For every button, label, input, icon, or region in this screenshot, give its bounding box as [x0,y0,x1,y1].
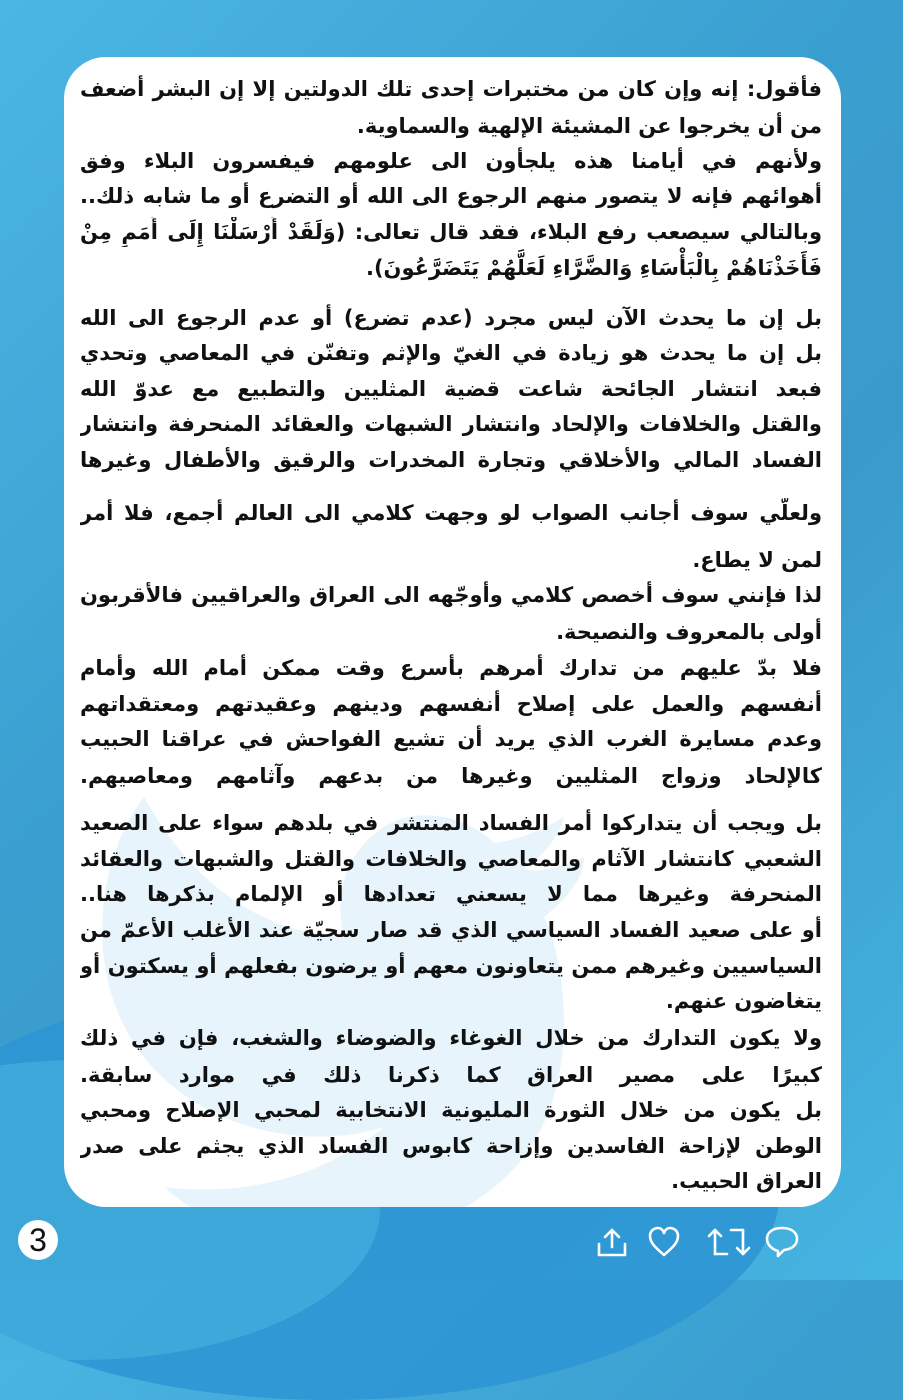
post-card [64,57,841,1207]
article-line: بل يكون من خلال الثورة المليونية الانتخابية لمحبي الإصلاح ومحبي [80,1098,822,1122]
article-line: بل ويجب أن يتداركوا أمر الفساد المنتشر في بلدهم سواء على الصعيد [80,811,822,835]
article-line: ولا يكون التدارك من خلال الغوغاء والضوضاء والشغب، فإن في ذلك [80,1026,822,1050]
article-line: بل إن ما يحدث الآن ليس مجرد (عدم تضرع) أو عدم الرجوع الى الله [80,306,822,330]
article-line: والقتل والخلافات والإلحاد وانتشار الشبهات والعقائد المنحرفة وانتشار [80,412,822,436]
article-line: العراق الحبيب. [671,1169,822,1193]
article-line: لمن لا يطاع. [692,548,822,572]
article-line: الشعبي كانتشار الآثام والمعاصي والخلافات والقتل والشبهات والعقائد [80,847,822,871]
page-number: 3 [18,1220,58,1260]
article-line: الوطن لإزاحة الفاسدين وإزاحة كابوس الفساد الذي يجثم على صدر [80,1134,822,1158]
article-line: ولعلّي سوف أجانب الصواب لو وجهت كلامي الى العالم أجمع، فلا أمر [80,501,822,525]
article-line: السياسيين وغيرهم ممن يتعاونون معهم أو يرضون بفعلهم أو يسكتون أو [80,954,822,978]
article-line: وعدم مسايرة الغرب الذي يريد أن تشيع الفواحش في عراقنا الحبيب [80,727,822,751]
article-line: لذا فإنني سوف أخصص كلامي وأوجّهه الى العراق والعراقيين فالأقربون [80,583,822,607]
article-line: أنفسهم والعمل على إصلاح أنفسهم ودينهم وعقيدتهم ومعتقداتهم [80,692,822,716]
article-line: أو على صعيد الفساد السياسي الذي قد صار سجيّة عند الأغلب الأعمّ من [80,918,822,942]
article-line: من أن يخرجوا عن المشيئة الإلهية والسماوية. [356,114,822,138]
heart-icon[interactable] [646,1224,682,1260]
article-line: أهوائهم فإنه لا يتصور منهم الرجوع الى الله أو التضرع أو ما شابه ذلك.. [80,184,822,208]
article-line: كبيرًا على مصير العراق كما ذكرنا ذلك في موارد سابقة. [80,1063,822,1087]
article-line: فَأَخَذْنَاهُمْ بِالْبَأْسَاءِ وَالضَّرَّاءِ لَعَلَّهُمْ يَتَضَرَّعُونَ). [365,256,822,280]
retweet-icon[interactable] [707,1224,751,1260]
article-line: فلا بدّ عليهم من تدارك أمرهم بأسرع وقت ممكن أمام الله وأمام [80,656,822,680]
article-line: كالإلحاد وزواج المثليين وغيرها من بدعهم وآثامهم ومعاصيهم. [80,764,822,788]
article-line: فبعد انتشار الجائحة شاعت قضية المثليين والتطبيع مع عدوّ الله [80,377,822,401]
reply-icon[interactable] [764,1224,800,1260]
share-icon[interactable] [594,1224,630,1260]
article-line: أولى بالمعروف والنصيحة. [556,620,822,644]
article-line: الفساد المالي والأخلاقي وتجارة المخدرات والرقيق والأطفال وغيرها [80,448,822,472]
article-line: المنحرفة وغيرها مما لا يسعني تعدادها أو الإلمام بذكرها هنا.. [80,882,822,906]
article-line: فأقول: إنه وإن كان من مختبرات إحدى تلك الدولتين إلا إن البشر أضعف [80,77,822,101]
article-line: يتغاضون عنهم. [665,989,822,1013]
article-line: بل إن ما يحدث هو زيادة في الغيّ والإثم وتفنّن في المعاصي وتحدي [80,341,822,365]
tweet-actions [0,1224,903,1260]
article-line: وبالتالي سيصعب رفع البلاء، فقد قال تعالى: (وَلَقَدْ أَرْسَلْنَا إِلَى أُمَمٍ مِنْ [80,220,822,244]
article-line: ولأنهم في أيامنا هذه يلجأون الى علومهم فيفسرون البلاء وفق [80,149,822,173]
